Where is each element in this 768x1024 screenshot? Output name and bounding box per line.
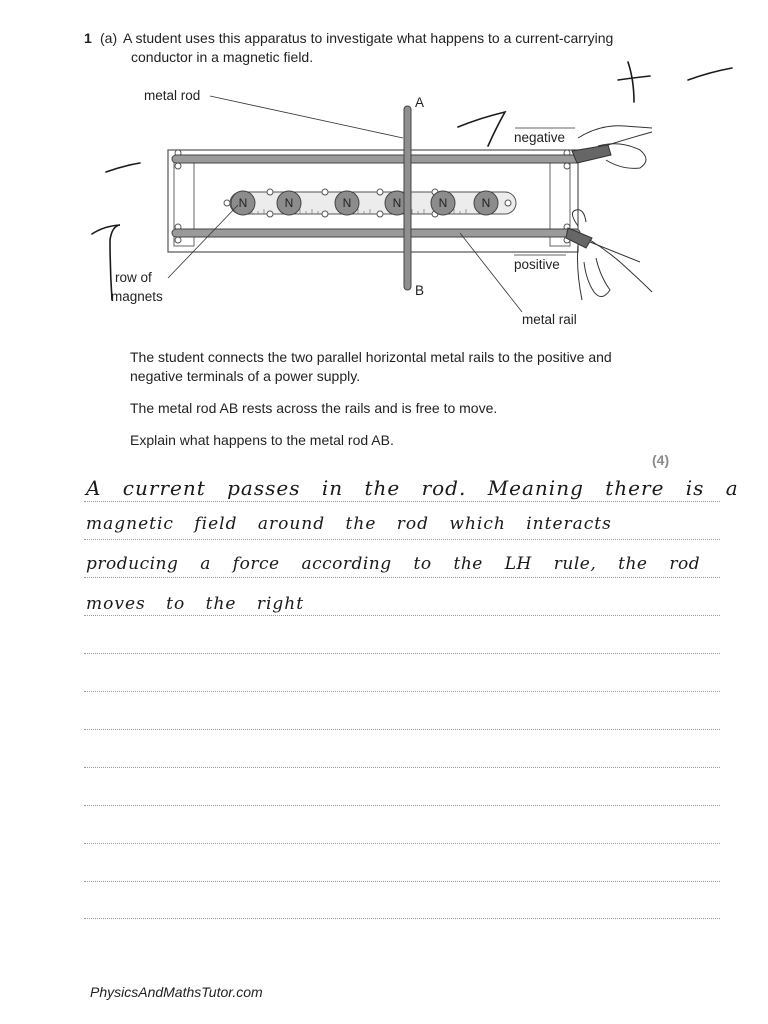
answer-line bbox=[84, 501, 720, 502]
label-magnets: magnets bbox=[111, 289, 163, 304]
instruction-paragraph-3: Explain what happens to the metal rod AB. bbox=[130, 432, 394, 448]
hand-top bbox=[578, 126, 652, 169]
magnet-label: N bbox=[438, 196, 448, 210]
instruction-paragraph-2: The metal rod AB rests across the rails and is free to move. bbox=[130, 400, 498, 416]
label-negative: negative bbox=[514, 130, 566, 145]
magnet-label: N bbox=[481, 196, 491, 210]
answer-line bbox=[84, 881, 720, 882]
label-row-of: row of bbox=[115, 270, 152, 285]
answer-line bbox=[84, 577, 720, 578]
answer-line bbox=[84, 729, 720, 730]
answer-line bbox=[84, 691, 720, 692]
handwritten-answer-line-3: producing a force according to the LH rule, the rod bbox=[86, 554, 701, 574]
answer-line bbox=[84, 918, 720, 919]
question-number: 1 bbox=[84, 30, 92, 46]
label-positive: positive bbox=[514, 257, 560, 272]
label-metal-rail: metal rail bbox=[522, 312, 577, 327]
magnet-label: N bbox=[284, 196, 294, 210]
marks-available: (4) bbox=[652, 452, 670, 468]
handwritten-answer-line-2: magnetic field around the rod which interacts bbox=[86, 514, 612, 534]
footer-site-name: PhysicsAndMathsTutor.com bbox=[90, 984, 263, 1000]
question-stem-line-2: conductor in a magnetic field. bbox=[131, 49, 314, 65]
top-metal-rail bbox=[172, 155, 580, 163]
apparatus-diagram bbox=[0, 0, 768, 340]
metal-rod-ab bbox=[404, 106, 411, 290]
bottom-metal-rail bbox=[172, 229, 580, 237]
answer-line bbox=[84, 653, 720, 654]
answer-line bbox=[84, 539, 720, 540]
answer-line bbox=[84, 767, 720, 768]
handwritten-answer-line-4: moves to the right bbox=[86, 594, 305, 614]
negative-clip bbox=[572, 145, 611, 163]
label-metal-rod: metal rod bbox=[144, 88, 201, 103]
question-stem-line-1: A student uses this apparatus to investigate what happens to a current-carrying bbox=[123, 30, 614, 46]
hand-bottom bbox=[572, 210, 652, 300]
answer-line bbox=[84, 615, 720, 616]
negative-lead bbox=[608, 132, 652, 145]
handwritten-answer-line-1: A current passes in the rod. Meaning there is a bbox=[86, 476, 739, 500]
magnet-label: N bbox=[392, 196, 402, 210]
magnet-label: N bbox=[342, 196, 352, 210]
instruction-paragraph-1: The student connects the two parallel horizontal metal rails to the positive and negative terminals of a power supply. bbox=[130, 349, 612, 384]
magnet-label: N bbox=[238, 196, 248, 210]
metal-rod-leader bbox=[210, 96, 403, 138]
answer-line bbox=[84, 843, 720, 844]
label-end-b: B bbox=[415, 283, 425, 298]
label-end-a: A bbox=[415, 95, 425, 110]
answer-line bbox=[84, 805, 720, 806]
question-part: (a) bbox=[100, 30, 118, 46]
magnet-strip bbox=[230, 192, 516, 214]
